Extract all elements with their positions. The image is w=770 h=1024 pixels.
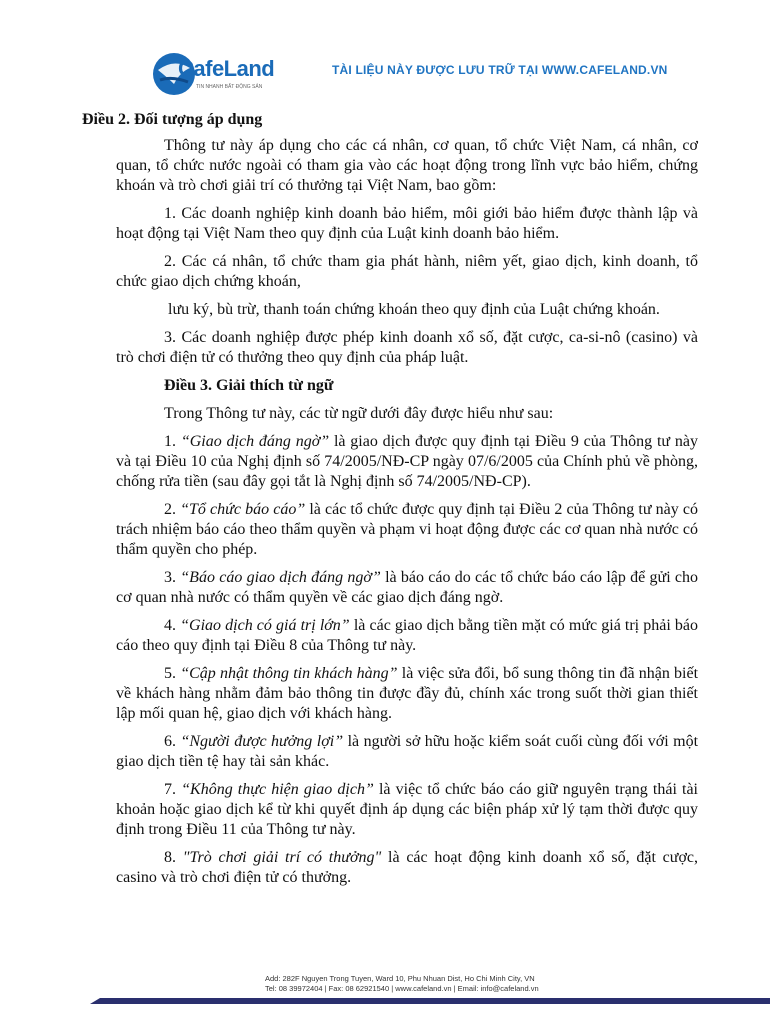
definition-term: “Tổ chức báo cáo” (180, 501, 306, 518)
article-2-item-2-continued: lưu ký, bù trừ, thanh toán chứng khoán theo quy định của Luật chứng khoán. (168, 301, 660, 318)
definition-number: 3. (164, 569, 181, 586)
definition-number: 4. (164, 617, 181, 634)
definition-2 (116, 500, 698, 560)
article-2-item-1: 1. Các doanh nghiệp kinh doanh bảo hiểm, môi giới bảo hiểm được thành lập và hoạt động tại Việt Nam theo quy định của Luật kinh doanh bảo hiểm. (116, 205, 698, 242)
logo-wordmark: CafeLand (178, 56, 275, 81)
definition-number: 6. (164, 733, 181, 750)
definition-text: là người sở hữu hoặc kiểm soát cuối cùng đối với một giao dịch tiền tệ hay tài sản khác. (116, 733, 699, 770)
article-2-item-3: 3. Các doanh nghiệp được phép kinh doanh xổ số, đặt cược, ca-si-nô (casino) và trò chơi điện tử có thưởng theo quy định của pháp luật. (116, 329, 698, 366)
article-2-intro: Thông tư này áp dụng cho các cá nhân, cơ quan, tổ chức Việt Nam, cá nhân, cơ quan, tổ chức nước ngoài có tham gia vào các hoạt động trong lĩnh vực bảo hiểm, chứng khoán và trò chơi giải trí có thưởng tại Việt Nam, bao gồm: (116, 137, 698, 194)
definition-text: là các tổ chức được quy định tại Điều 2 của Thông tư này có trách nhiệm báo cáo theo thẩm quyền và phạm vi hoạt động được các cơ quan nhà nước có thẩm quyền cho phép. (116, 501, 698, 558)
definition-number: 1. (164, 433, 181, 450)
definition-term: “Người được hưởng lợi” (180, 733, 344, 750)
definition-text: là các hoạt động kinh doanh xổ số, đặt cược, casino và trò chơi điện tử có thưởng. (116, 849, 699, 886)
article-3-intro: Trong Thông tư này, các từ ngữ dưới đây được hiểu như sau: (164, 405, 554, 422)
definition-text: là việc tổ chức báo cáo giữ nguyên trạng thái tài khoản hoặc giao dịch kể từ khi quyết định áp dụng các biện pháp xử lý tạm thời được quy định trong Điều 11 của Thông tư này. (116, 781, 699, 838)
definition-number: 8. (164, 849, 183, 866)
definition-text: là báo cáo do các tổ chức báo cáo lập để gửi cho cơ quan nhà nước có thẩm quyền về các giao dịch đáng ngờ. (116, 569, 699, 606)
document-body (82, 110, 699, 896)
definition-number: 5. (164, 665, 181, 682)
footer-address: Add: 282F Nguyen Trong Tuyen, Ward 10, Phu Nhuan Dist, Ho Chi Minh City, VN (265, 974, 535, 983)
logo-subtitle: TIN NHANH BẤT ĐỘNG SẢN (196, 84, 263, 90)
footer-contact: Tel: 08 39972404 | Fax: 08 62921540 | www.cafeland.vn | Email: info@cafeland.vn (265, 984, 539, 993)
definition-term: “Cập nhật thông tin khách hàng” (180, 665, 398, 682)
definition-1 (116, 432, 698, 492)
definition-term: “Giao dịch đáng ngờ” (180, 433, 330, 450)
cafeland-logo (150, 50, 275, 98)
definition-term: “Giao dịch có giá trị lớn” (180, 617, 350, 634)
article-2-title: Điều 2. Đối tượng áp dụng (82, 111, 263, 128)
definition-term: “Không thực hiện giao dịch” (181, 781, 374, 798)
definition-5 (116, 664, 698, 724)
definition-text: là các giao dịch bằng tiền mặt có mức giá trị phải báo cáo theo quy định tại Điều 8 của Thông tư này. (116, 617, 699, 654)
definition-3 (116, 568, 698, 608)
definition-8 (116, 848, 698, 888)
definition-number: 2. (164, 501, 181, 518)
page-header (0, 0, 770, 105)
definition-4 (116, 616, 698, 656)
definition-term: "Trò chơi giải trí có thưởng" (182, 849, 382, 866)
page-footer (0, 968, 770, 1024)
definition-number: 7. (164, 781, 182, 798)
definition-7 (116, 780, 698, 840)
definition-text: là việc sửa đổi, bổ sung thông tin đã nhận biết về khách hàng nhằm đảm bảo thông tin được đầy đủ, chính xác trong suốt thời gian thiết lập mối quan hệ, giao dịch với khách hàng. (116, 665, 699, 722)
definition-6 (116, 732, 698, 772)
archive-tagline: TÀI LIỆU NÀY ĐƯỢC LƯU TRỮ TẠI WWW.CAFELAND.VN (332, 63, 668, 77)
footer-bar (90, 998, 770, 1004)
article-3-title: Điều 3. Giải thích từ ngữ (164, 377, 334, 394)
article-2-item-2: 2. Các cá nhân, tổ chức tham gia phát hành, niêm yết, giao dịch, kinh doanh, tổ chức giao dịch chứng khoán, (116, 253, 698, 290)
definition-text: là giao dịch được quy định tại Điều 9 của Thông tư này và tại Điều 10 của Nghị định số 74/2005/NĐ-CP ngày 07/6/2005 của Chính phủ về phòng, chống rửa tiền (sau đây gọi tắt là Nghị định số 74/2005/NĐ-CP). (116, 433, 698, 490)
definition-term: “Báo cáo giao dịch đáng ngờ” (180, 569, 381, 586)
